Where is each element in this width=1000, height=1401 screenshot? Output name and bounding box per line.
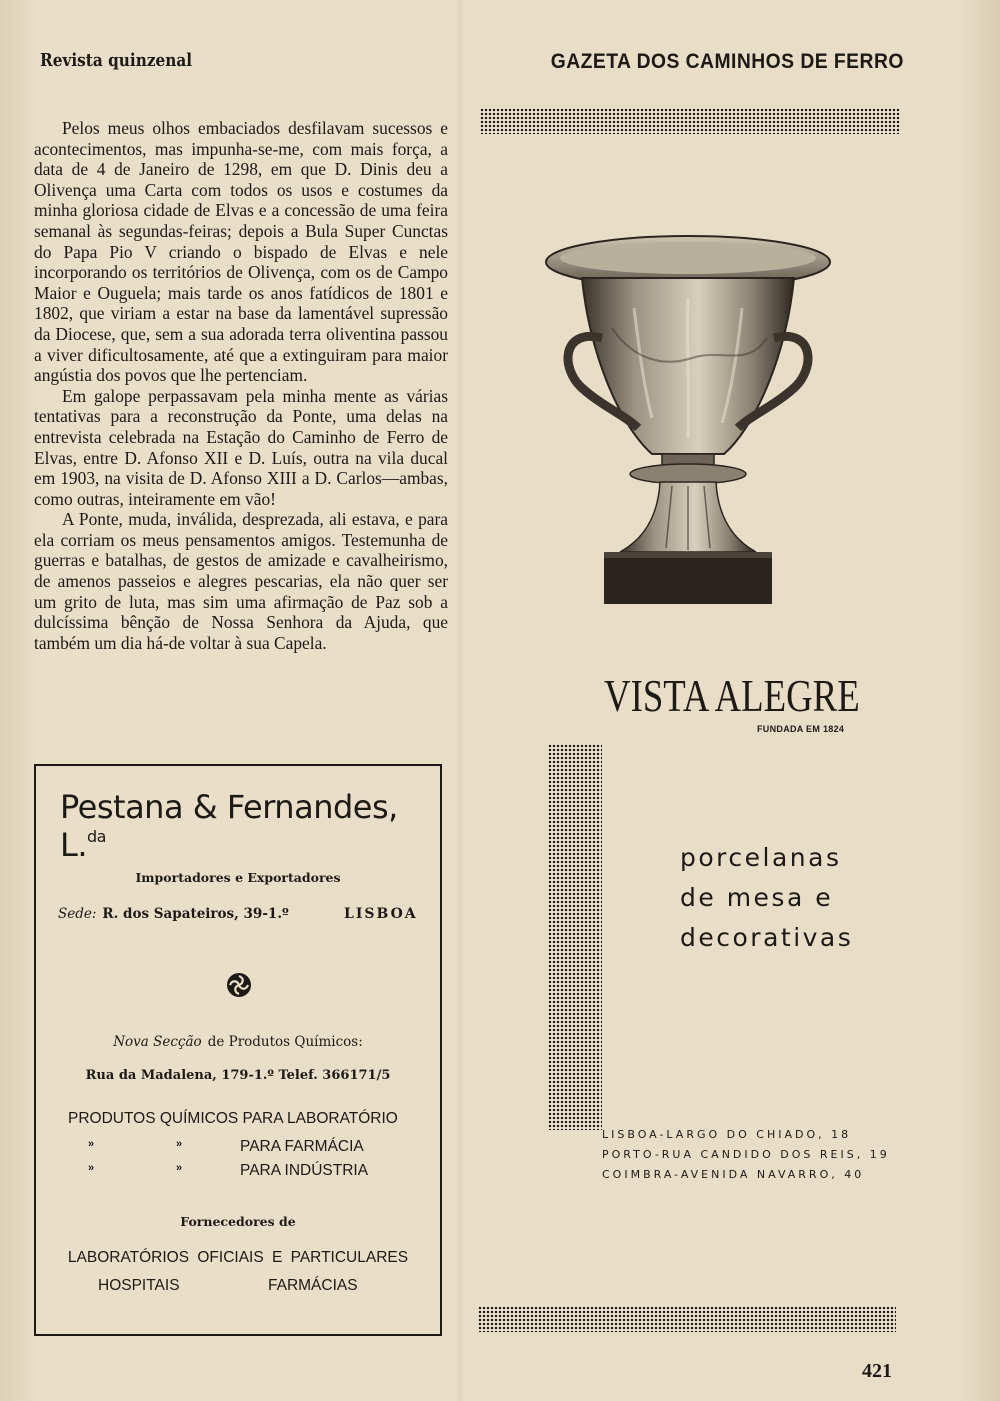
slogan-line: de mesa e [680, 883, 834, 912]
article-paragraph: Em galope perpassavam pela minha mente as várias tentativas para a reconstrução da Ponte, uma delas na entrevista celebrada na Estação do Caminho de Ferro de Elvas, entre D. Afonso XII e D. Luís, outra na vila ducal em 1903, na visita de D. Afonso XIII a D. Carlos—ambas, como outras, inteiramente em vão! [34, 385, 448, 509]
halftone-column [548, 744, 602, 1130]
halftone-bar-bottom [478, 1306, 896, 1332]
porcelain-vase-illustration [542, 218, 834, 614]
ad-branch-address: Rua da Madalena, 179-1.º Telef. 366171/5 [85, 1068, 391, 1083]
vista-alegre-address-coimbra: COIMBRA-AVENIDA NAVARRO, 40 [602, 1168, 865, 1181]
page-fold-shadow [455, 0, 465, 1401]
ad-suppliers-label: Fornecedores de [180, 1214, 296, 1229]
ad-sede-address: Sede: R. dos Sapateiros, 39-1.º [58, 906, 289, 922]
ad-products-title: PRODUTOS QUÍMICOS PARA LABORATÓRIO [68, 1110, 398, 1127]
ad-new-section-label: Nova Secção [113, 1034, 202, 1050]
running-header-right: GAZETA DOS CAMINHOS DE FERRO [550, 50, 904, 73]
ad-hospitals: HOSPITAIS [98, 1277, 180, 1294]
article-text [34, 118, 448, 653]
ad-pharmacies: FARMÁCIAS [268, 1277, 358, 1294]
ad-subtitle: Importadores e Exportadores [135, 870, 341, 885]
company-emblem-icon [226, 972, 252, 1002]
halftone-bar-top [480, 108, 900, 134]
vista-alegre-address-lisboa: LISBOA-LARGO DO CHIADO, 18 [602, 1128, 852, 1141]
ad-new-section: Nova Secção de Produtos Químicos: [113, 1034, 363, 1050]
vista-alegre-brand: VISTA ALEGRE [604, 670, 860, 721]
running-header-left: Revista quinzenal [40, 50, 193, 71]
vista-alegre-address-porto: PORTO-RUA CANDIDO DOS REIS, 19 [602, 1148, 890, 1161]
ad-sede-label: Sede: [58, 906, 97, 922]
ad-sede-city: LISBOA [344, 906, 418, 922]
ad-company-suffix: da [87, 827, 106, 846]
article-paragraph: A Ponte, muda, inválida, desprezada, ali estava, e para ela corriam os meus pensamentos amigos. Testemunha de guerras e batalhas, de gestos de amizade e cavalheirismo, de amenos passeios e alegres pescarias, ela não quer ser um grito de luta, mas sim uma afirmação de Paz sob a dulcíssima bênção de Nossa Senhora da Ajuda, que também um dia há-de voltar à sua Capela. [34, 509, 448, 653]
vista-alegre-slogan [680, 838, 853, 958]
slogan-line: porcelanas [680, 843, 842, 872]
vista-alegre-founded: FUNDADA EM 1824 [757, 724, 845, 734]
pestana-fernandes-ad: Pestana & Fernandes, L.$^{da}$ Importadores e Exportadores Sede: R. dos Sapateiros, 39-1.º LISBOA Nova Secção de Produtos Químicos: Rua da Madalena, 179-1.º Telef. 366171/5 PRODUTOS QUÍMICOS PARA LABORATÓRIO » » PARA FARMÁCIA » » PARA INDÚSTRIA Fornecedores de LABORATÓRIOS OFICIAIS E PARTICULARES HOSPITAIS FARMÁCIAS [34, 764, 442, 1336]
ad-laboratories: LABORATÓRIOS OFICIAIS E PARTICULARES [67, 1249, 409, 1266]
page-number: 421 [862, 1360, 892, 1382]
slogan-line: decorativas [680, 923, 854, 952]
ad-company-name: Pestana & Fernandes, L.$^{da}$ [60, 788, 398, 864]
article-paragraph: Pelos meus olhos embaciados desfilavam sucessos e acontecimentos, mas impunha-se-me, com mais força, a data de 4 de Janeiro de 1298, em que D. Dinis deu a Olivença uma Carta com todos os usos e costumes da minha gloriosa cidade de Elvas e a concessão de uma feira semanal às segundas-feiras; depois a Bula Super Cunctas do Papa Pio V criando o bispado de Elvas e nele incorporando os territórios de Olivença, com os de Campo Maior e Ouguela; mais tarde os anos fatídicos de 1801 e 1802, que viriam a estar na base da lamentável supressão da Diocese, que, sem a sua adorada terra oliventina passou a viver dificultosamente, até que a extinguiram para maior angústia dos povos que lhe pertenciam. [34, 118, 448, 386]
